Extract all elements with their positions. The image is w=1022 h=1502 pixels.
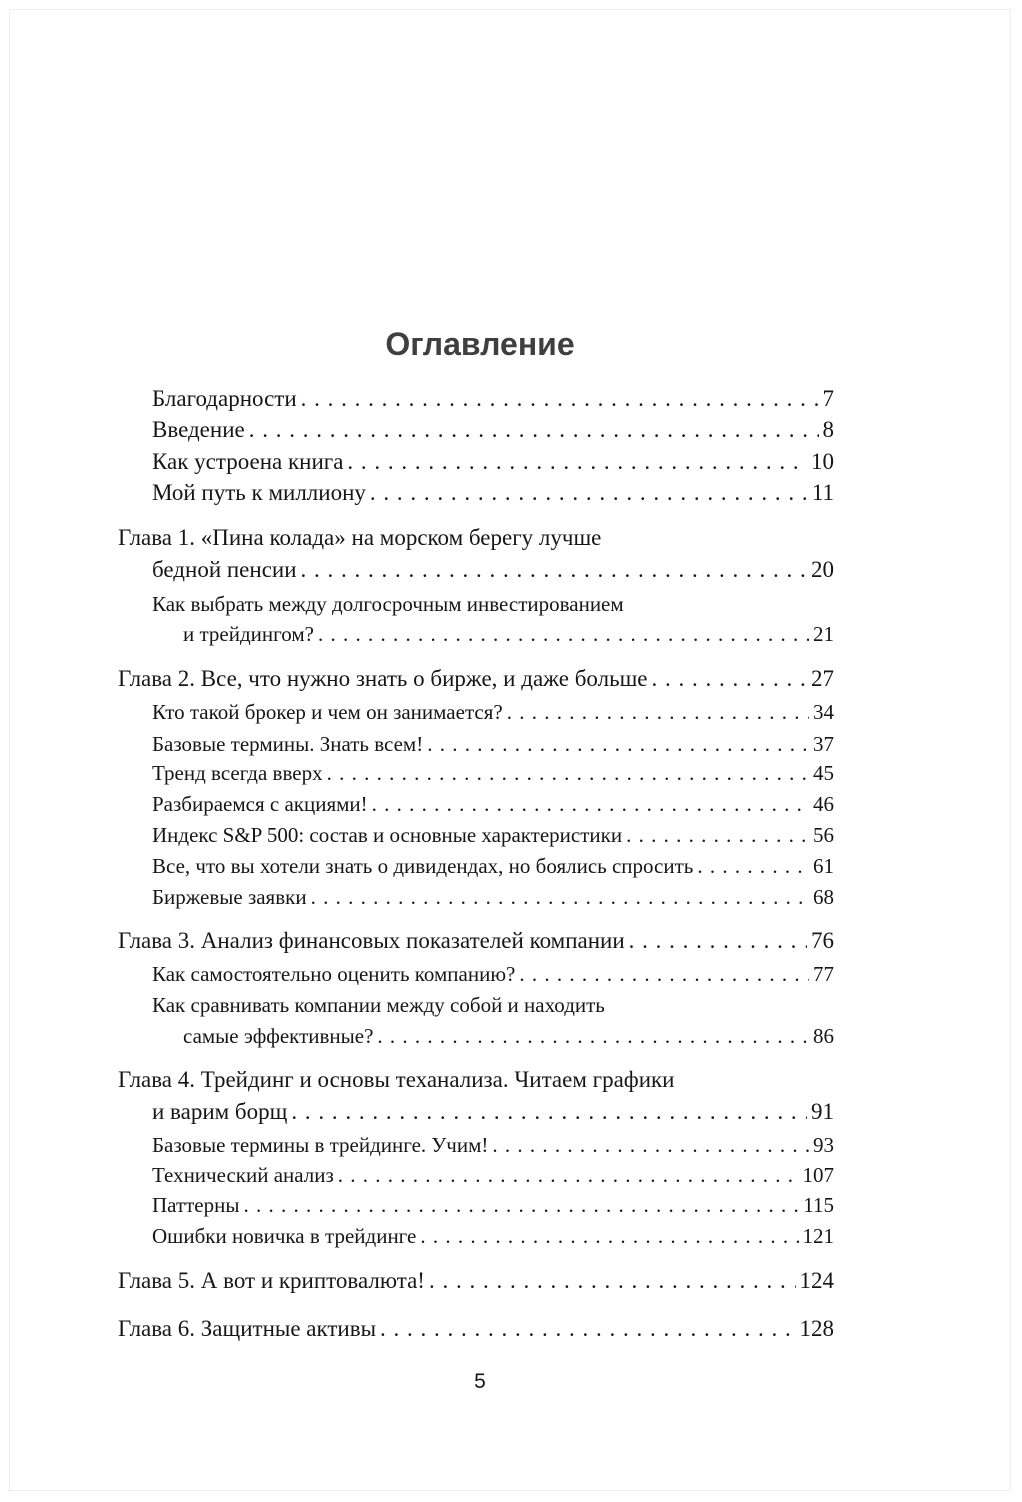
dot-leader: [427, 729, 809, 759]
dot-leader: [651, 664, 807, 694]
dot-leader: [420, 1221, 798, 1251]
toc-page-number: 115: [803, 1193, 834, 1217]
dot-leader: [380, 1314, 795, 1344]
dot-leader: [370, 478, 808, 508]
toc-section-2-4[interactable]: [152, 789, 834, 819]
toc-page-number: 93: [813, 1133, 834, 1157]
toc-entry-label: Ошибки новичка в трейдинге: [152, 1224, 417, 1248]
dot-leader: [301, 384, 819, 414]
toc-entry-label: самые эффективные?: [183, 1024, 374, 1048]
toc-page-number: 37: [813, 732, 834, 756]
toc-chapter-5[interactable]: [118, 1266, 834, 1296]
toc-entry-label: Введение: [152, 417, 245, 442]
toc-section-2-6[interactable]: [152, 851, 834, 881]
toc-entry-label: Глава 2. Все, что нужно знать о бирже, и даже больше: [118, 666, 648, 691]
toc-entry-label: Индекс S&P 500: состав и основные характеристики: [152, 823, 623, 847]
toc-entry-label: Кто такой брокер и чем он занимается?: [152, 700, 503, 724]
dot-leader: [377, 1021, 809, 1051]
dot-leader: [372, 789, 809, 819]
toc-entry-label: Как устроена книга: [152, 449, 344, 474]
toc-entry-label: Глава 3. Анализ финансовых показателей компании: [118, 928, 625, 953]
toc-section-3-2[interactable]: [183, 1021, 834, 1051]
toc-chapter-4-line1[interactable]: Глава 4. Трейдинг и основы теханализа. Читаем графики: [118, 1067, 675, 1092]
toc-page-number: 61: [813, 854, 834, 878]
toc-section-4-4[interactable]: [152, 1221, 834, 1251]
dot-leader: [519, 959, 809, 989]
toc-page-number: 10: [811, 449, 834, 474]
dot-leader: [301, 555, 807, 585]
dot-leader: [697, 851, 809, 881]
toc-entry-label: Как самостоятельно оценить компанию?: [152, 962, 516, 986]
toc-entry-introduction[interactable]: [152, 415, 834, 445]
toc-section-3-1[interactable]: [152, 959, 834, 989]
toc-entry-label: Благодарности: [152, 386, 297, 411]
toc-entry-label: Все, что вы хотели знать о дивидендах, но боялись спросить: [152, 854, 694, 878]
toc-section-4-3[interactable]: [152, 1190, 834, 1220]
toc-page-number: 107: [802, 1163, 834, 1187]
toc-entry-label: Разбираемся с акциями!: [152, 792, 368, 816]
toc-page-number: 45: [813, 761, 834, 785]
toc-entry-label: Биржевые заявки: [152, 885, 307, 909]
toc-chapter-6[interactable]: [118, 1314, 834, 1344]
page-title: Оглавление: [385, 326, 575, 362]
toc-page-number: 8: [822, 417, 834, 442]
toc-entry-label: и варим борщ: [152, 1099, 288, 1124]
toc-section-2-5[interactable]: [152, 820, 834, 850]
toc-page-number: 76: [811, 928, 834, 953]
dot-leader: [243, 1190, 799, 1220]
toc-section-2-7[interactable]: [152, 882, 834, 912]
toc-page-number: 34: [813, 700, 834, 724]
toc-section-2-1[interactable]: [152, 697, 834, 727]
toc-chapter-1[interactable]: [152, 555, 834, 585]
dot-leader: [626, 820, 809, 850]
toc-entry-label: Паттерны: [152, 1193, 240, 1217]
toc-entry-label: бедной пенсии: [152, 557, 297, 582]
toc-section-2-2[interactable]: [152, 729, 834, 759]
dot-leader: [318, 619, 809, 649]
toc-entry-book-structure[interactable]: [152, 447, 834, 477]
toc-section-2-3[interactable]: [152, 758, 834, 788]
dot-leader: [338, 1160, 799, 1190]
toc-page-number: 121: [802, 1224, 834, 1248]
toc-chapter-4[interactable]: [152, 1097, 834, 1127]
dot-leader: [249, 415, 819, 445]
toc-page-number: 27: [811, 666, 834, 691]
toc-entry-my-path[interactable]: [152, 478, 834, 508]
toc-page-number: 124: [799, 1268, 834, 1293]
page-number: 5: [474, 1370, 486, 1393]
dot-leader: [291, 1097, 807, 1127]
dot-leader: [327, 758, 809, 788]
dot-leader: [311, 882, 809, 912]
toc-page-number: 46: [813, 792, 834, 816]
toc-chapter-1-line1[interactable]: Глава 1. «Пина колада» на морском берегу лучше: [118, 525, 602, 550]
toc-section-1-1-line1[interactable]: Как выбрать между долгосрочным инвестированием: [152, 592, 624, 616]
toc-page-number: 77: [813, 962, 834, 986]
toc-page-number: 21: [813, 622, 834, 646]
toc-entry-label: Глава 5. А вот и криптовалюта!: [118, 1268, 425, 1293]
toc-page-number: 7: [822, 386, 834, 411]
toc-page-number: 91: [811, 1099, 834, 1124]
toc-section-3-2-line1[interactable]: Как сравнивать компании между собой и находить: [152, 993, 605, 1017]
dot-leader: [507, 697, 809, 727]
toc-page-number: 20: [811, 557, 834, 582]
toc-section-4-1[interactable]: [152, 1130, 834, 1160]
dot-leader: [492, 1130, 809, 1160]
toc-entry-label: Базовые термины. Знать всем!: [152, 732, 424, 756]
toc-page-number: 86: [813, 1024, 834, 1048]
toc-entry-label: Глава 6. Защитные активы: [118, 1316, 377, 1341]
toc-section-1-1[interactable]: [183, 619, 834, 649]
dot-leader: [429, 1266, 796, 1296]
toc-entry-label: Мой путь к миллиону: [152, 480, 366, 505]
toc-section-4-2[interactable]: [152, 1160, 834, 1190]
toc-entry-label: Тренд всегда вверх: [152, 761, 323, 785]
toc-chapter-3[interactable]: [118, 926, 834, 956]
toc-page-number: 128: [799, 1316, 834, 1341]
toc-entry-label: Технический анализ: [152, 1163, 334, 1187]
toc-page-number: 11: [811, 480, 834, 505]
toc-entry-acknowledgements[interactable]: [152, 384, 834, 414]
dot-leader: [347, 447, 807, 477]
toc-entry-label: и трейдингом?: [183, 622, 314, 646]
toc-chapter-2[interactable]: [118, 664, 834, 694]
dot-leader: [629, 926, 807, 956]
toc-page-number: 56: [813, 823, 834, 847]
toc-page-number: 68: [813, 885, 834, 909]
toc-entry-label: Базовые термины в трейдинге. Учим!: [152, 1133, 489, 1157]
